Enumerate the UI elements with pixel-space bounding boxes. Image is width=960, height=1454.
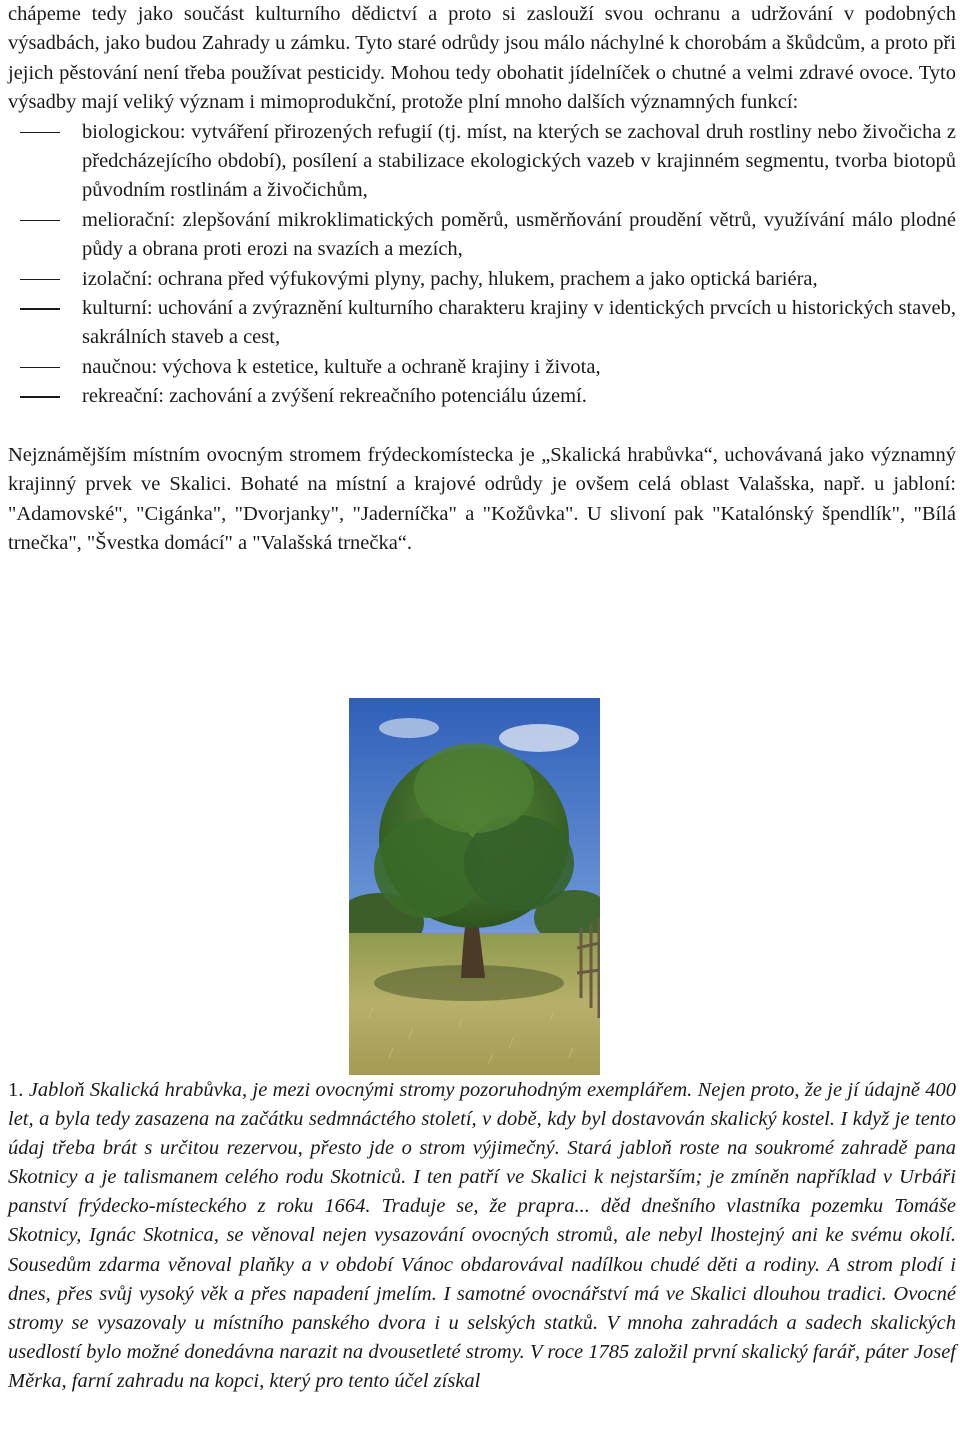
dash-bullet-icon [20, 279, 60, 281]
functions-list [8, 118, 956, 412]
caption-body: Jabloň Skalická hrabůvka, je mezi ovocnými stromy pozoruhodným exemplářem. Nejen proto, že je jí údajně 400 let, a byla tedy zasazena na začátku sedmnáctého století, v době, kdy byl dostavován skalický kostel. I když je tento údaj třeba brát s určitou rezervou, přesto jde o strom výjimečný. Stará jabloň roste na soukromé zahradě pana Skotnicy a je talismanem celého rodu Skotniců. I ten patří ve Skalici k nejstarším; je zmíněn například v Urbáři panství frýdecko-místeckého z roku 1664. Traduje se, že prapra... děd dnešního vlastníka pozemku Tomáše Skotnicy, Ignác Skotnica, se věnoval nejen vysazování ovocných stromů, ale nebyl lhostejný ani ke svému okolí. Sousedům zdarma věnoval plaňky a v období Vánoc obdarovával nadílkou chudé děti a rodiny. A strom plodí i dnes, přes svůj vysoký věk a přes napadení jmelím. I samotné ovocnářství má ve Skalici dlouhou tradici. Ovocné stromy se vysazovaly u místního panského dvora i u selských statků. V mnoha zahradách a sadech skalických usedlostí bylo možné donedávna narazit na dvousetleté stromy. V roce 1785 založil první skalický farář, páter Josef Měrka, farní zahradu na kopci, který pro tento účel získal [8, 1079, 957, 1392]
dash-bullet-icon [20, 308, 60, 310]
cloud [379, 718, 439, 738]
list-item [8, 118, 956, 206]
list-item [8, 382, 956, 411]
list-item-text: meliorační: zlepšování mikroklimatických poměrů, usměrňování proudění větrů, využívání málo plodné půdy a obrana proti erozi na svazích a mezích, [82, 208, 956, 261]
intro-paragraph: chápeme tedy jako součást kulturního dědictví a proto si zaslouží svou ochranu a udržování v podobných výsadbách, jako budou Zahrady u zámku. Tyto staré odrůdy jsou málo náchylné k chorobám a škůdcům, a proto při jejich pěstování není třeba používat pesticidy. Mohou tedy obohatit jídelníček o chutné a velmi zdravé ovoce. Tyto výsadby mají veliký význam i mimoprodukční, protože plní mnoho dalších významných funkcí: [8, 3, 956, 114]
list-item-text: izolační: ochrana před výfukovými plyny, pachy, hlukem, prachem a jako optická bariéra, [82, 267, 818, 290]
document-page [8, 0, 956, 558]
photo-caption [8, 1076, 956, 1396]
caption-text [8, 1076, 956, 1396]
list-item-text: rekreační: zachování a zvýšení rekreačního potenciálu území. [82, 385, 587, 408]
list-item [8, 294, 956, 353]
dash-bullet-icon [20, 367, 60, 369]
tree-crown-part [414, 743, 534, 833]
cloud [499, 724, 579, 752]
caption-number: 1. [8, 1079, 29, 1101]
list-item [8, 265, 956, 294]
apple-tree-photo [349, 698, 600, 1075]
list-item-text: biologickou: vytváření přirozených refugií (tj. míst, na kterých se zachoval druh rostliny nebo živočicha z předcházejícího období), posílení a stabilizace ekologických vazeb v krajinném segmentu, tvorba biotopů původním rostlinám a živočichům, [82, 120, 956, 202]
second-paragraph: Nejznámějším místním ovocným stromem frýdeckomístecka je „Skalická hrabůvka“, uchovávaná jako významný krajinný prvek ve Skalici. Bohaté na místní a krajové odrůdy je ovšem celá oblast Valašska, např. u jabloní: "Adamovské", "Cigánka", "Dvorjanky", "Jaderníčka" a "Kožůvka". U slivoní pak "Katalónský špendlík", "Bílá trnečka", "Švestka domácí" a "Valašská trnečka“. [8, 443, 956, 554]
dash-bullet-icon [20, 396, 60, 398]
dash-bullet-icon [20, 132, 60, 134]
dash-bullet-icon [20, 220, 60, 222]
list-item-text: naučnou: výchova k estetice, kultuře a ochraně krajiny i života, [82, 355, 601, 378]
list-item-text: kulturní: uchování a zvýraznění kulturního charakteru krajiny v identických prvcích u historických staveb, sakrálních staveb a cest, [82, 297, 956, 349]
apple-tree-illustration [349, 698, 600, 1075]
list-item [8, 353, 956, 382]
list-item [8, 206, 956, 265]
